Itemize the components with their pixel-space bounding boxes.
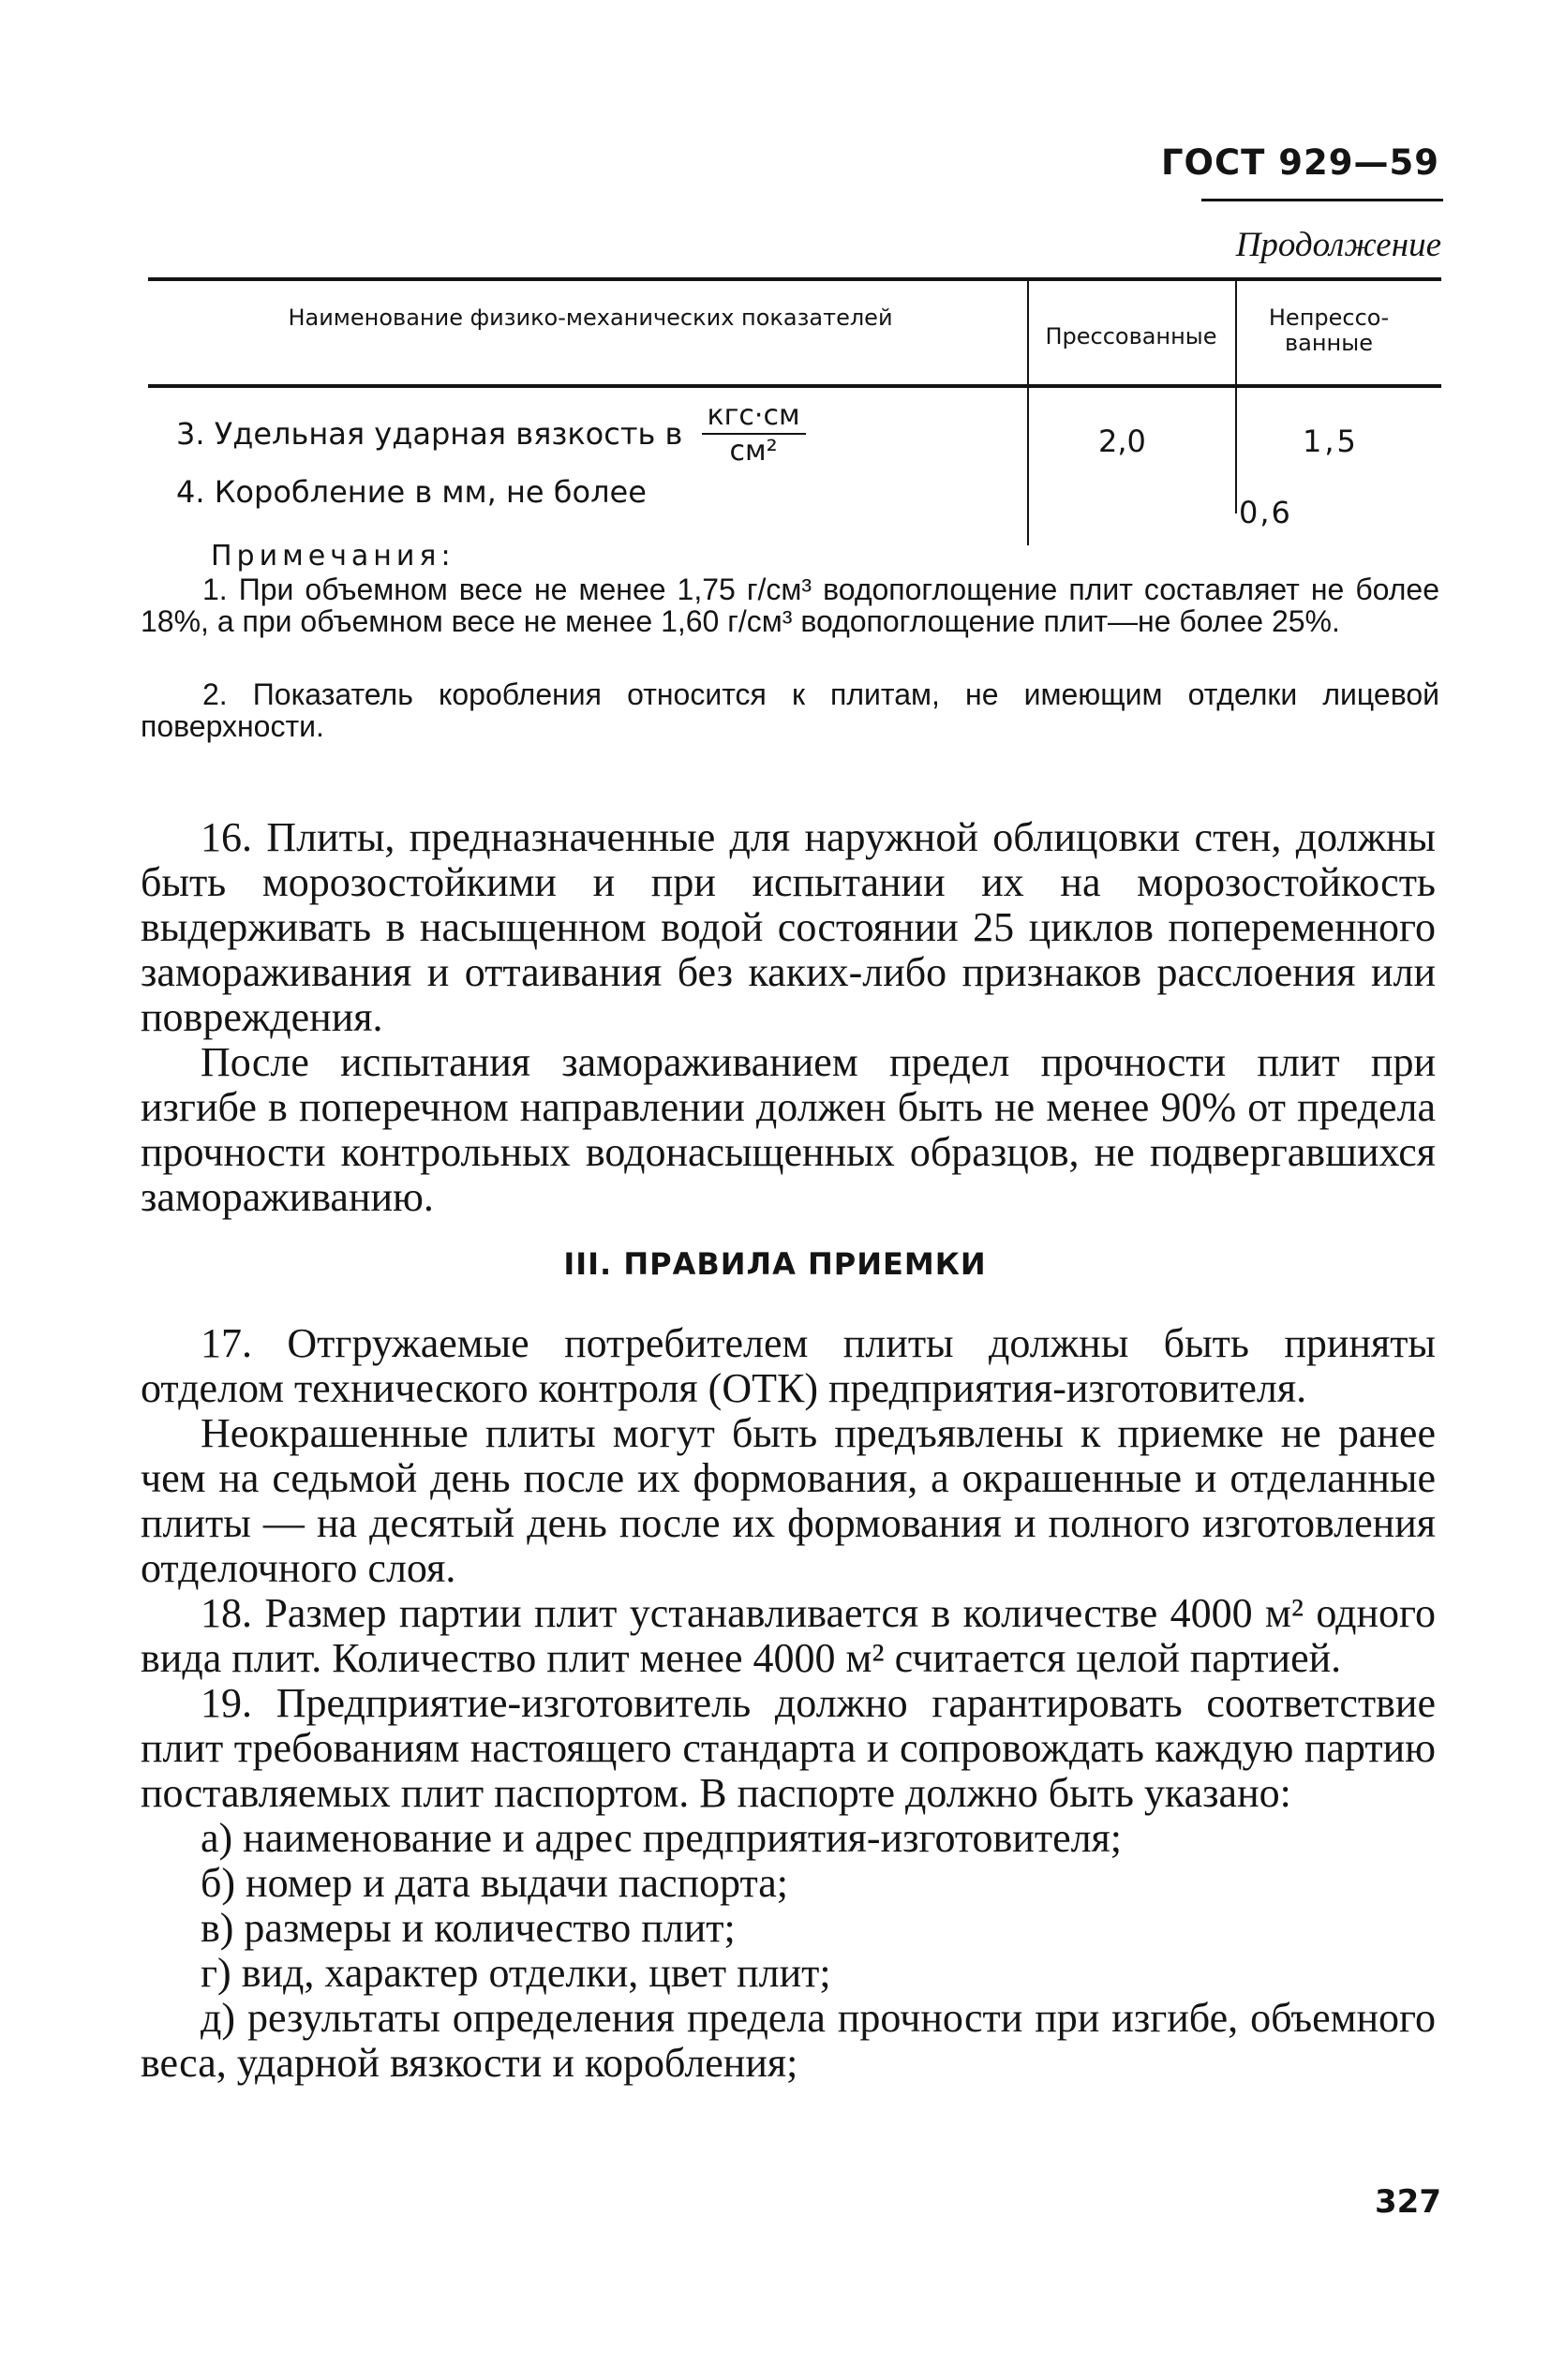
table-top-rule bbox=[148, 277, 1441, 281]
clauses-17-19 bbox=[141, 1321, 1436, 2086]
page-number: 327 bbox=[1375, 2183, 1441, 2221]
continuation-label: Продолжение bbox=[1235, 226, 1441, 264]
unpressed-value: 1,5 bbox=[1303, 424, 1359, 459]
paragraph: 17. Отгружаемые потребителем плиты должны быть приняты отделом технического контроля (ОТК) предприятия-изготовителя. bbox=[141, 1320, 1436, 1411]
standard-code: ГОСТ 929—59 bbox=[1160, 142, 1439, 183]
list-item: в) размеры и количество плит; bbox=[201, 1905, 736, 1951]
unit-numerator: кгс·см bbox=[702, 401, 806, 435]
list-item: г) вид, характер отделки, цвет плит; bbox=[201, 1950, 831, 1996]
table-header-unpressed: Непрессо-ванные bbox=[1268, 305, 1390, 356]
paragraph: 16. Плиты, предназначенные для наружной облицовки стен, должны быть морозостойкими и при испытании их на морозостойкость выдерживать в насыщенном водой состоянии 25 циклов попеременного замораживания и оттаивания без каких-либо признаков расслоения или повреждения. bbox=[141, 814, 1436, 1040]
list-item: б) номер и дата выдачи паспорта; bbox=[201, 1860, 788, 1906]
clause-16 bbox=[141, 815, 1436, 1220]
unit-denominator: см² bbox=[729, 435, 778, 468]
paragraph: 19. Предприятие-изготовитель должно гарантировать соответствие плит требованиям настоящего стандарта и сопровождать каждую партию поставляемых плит паспортом. В паспорте должно быть указано: bbox=[141, 1680, 1436, 1816]
merged-value: 0,6 bbox=[1239, 495, 1292, 530]
unit-fraction bbox=[702, 401, 806, 467]
list-item: а) наименование и адрес предприятия-изготовителя; bbox=[201, 1815, 1123, 1861]
paragraph: После испытания замораживанием предел прочности плит при изгибе в поперечном направлении должен быть не менее 90% от предела прочности контрольных водонасыщенных образцов, не подвергавшихся замораживанию. bbox=[141, 1039, 1436, 1220]
pressed-value: 2,0 bbox=[1098, 424, 1146, 459]
section-heading: III. ПРАВИЛА ПРИЕМКИ bbox=[563, 1246, 987, 1282]
table-header-pressed: Прессованные bbox=[1045, 323, 1217, 350]
note-item: 1. При объемном весе не менее 1,75 г/см³ водопоглощение плит составляет не более 18%, а при объемном весе не менее 1,60 г/см³ водопоглощение плит—не более 25%. bbox=[141, 573, 1439, 638]
notes-title: Примечания: bbox=[211, 540, 455, 573]
note-item: 2. Показатель коробления относится к плитам, не имеющим отделки лицевой поверхности. bbox=[141, 677, 1439, 743]
list-item: д) результаты определения предела прочности при изгибе, объемного веса, ударной вязкости и коробления; bbox=[141, 1995, 1436, 2086]
table-row bbox=[176, 401, 806, 467]
table-column-divider bbox=[1027, 279, 1029, 545]
header-rule bbox=[1201, 199, 1443, 201]
paragraph: 18. Размер партии плит устанавливается в количестве 4000 м² одного вида плит. Количество плит менее 4000 м² считается целой партией. bbox=[141, 1590, 1436, 1681]
table-row: 4. Коробление в мм, не более bbox=[176, 474, 647, 510]
table-header-indicator: Наименование физико-механических показателей bbox=[288, 305, 893, 331]
row-label: 3. Удельная ударная вязкость в bbox=[176, 416, 683, 452]
table-header-rule bbox=[148, 384, 1441, 388]
paragraph: Неокрашенные плиты могут быть предъявлены к приемке не ранее чем на седьмой день после их формования, а окрашенные и отделанные плиты — на десятый день после их формования и полного изготовления отделочного слоя. bbox=[141, 1410, 1436, 1591]
